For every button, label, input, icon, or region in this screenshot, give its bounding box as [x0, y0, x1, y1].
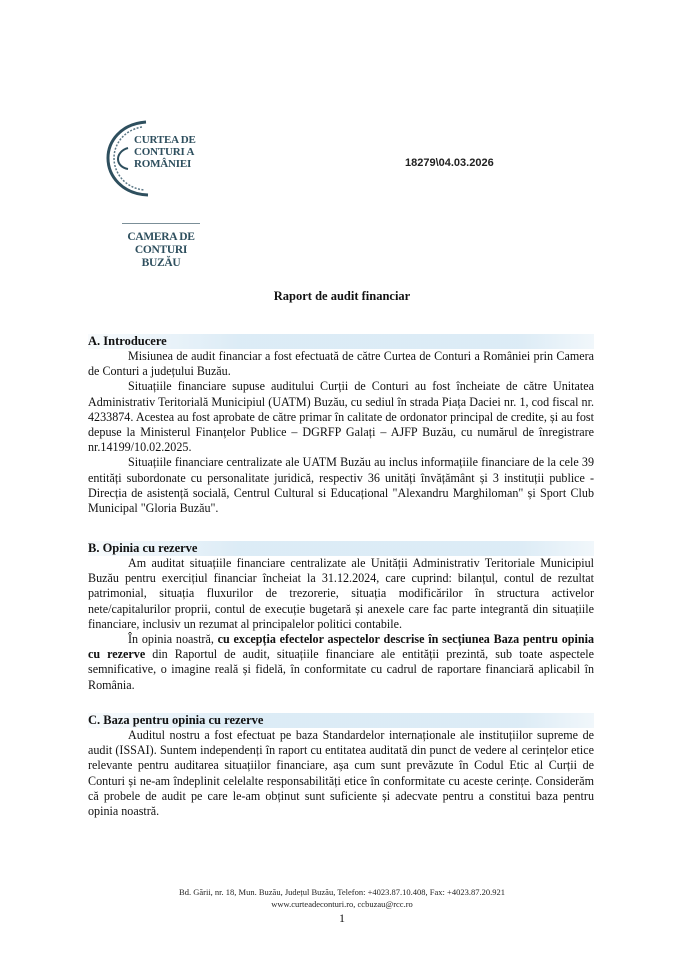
logo-line: CONTURI A — [134, 146, 195, 158]
footer-web: www.curteadeconturi.ro, ccbuzau@rcc.ro — [271, 899, 413, 909]
logo-line: ROMÂNIEI — [134, 158, 192, 170]
paragraph: Auditul nostru a fost efectuat pe baza Standardelor internaționale ale instituțiilor supreme de audit (ISSAI). Suntem independenți în raport cu entitatea auditată din punct de vedere al cerințelor etice relevante pentru auditarea situațiilor financiare, așa cum sunt prevăzute în Codul Etic al Curții de Conturi și ne-am îndeplinit celelalte responsabilități etice în conformitate cu aceste cerințe. Considerăm că probele de audit pe care le-am obținut sunt suficiente și adecvate pentru a constitui baza pentru opinia noastră. — [88, 728, 594, 819]
section-heading: A. Introducere — [88, 334, 594, 349]
camera-line: CAMERA DE CONTURI — [127, 231, 195, 256]
section-introducere — [88, 334, 594, 516]
paragraph: Am auditat situațiile financiare centralizate ale Unității Administrativ Teritoriale Municipiul Buzău pentru exercițiul financiar încheiat la 31.12.2024, care cuprind: bilanțul, contul de rezultat patrimonial, situația fluxurilor de trezorerie, situația modificărilor în structura activelor nete/capitalurilor proprii, contul de execuție bugetară și anexele care fac parte integrantă din situațiile financiare, inclusiv un rezumat al principalelor politici contabile. — [88, 556, 594, 631]
section-baza — [88, 713, 594, 819]
logo-divider — [122, 223, 200, 224]
page-number: 1 — [339, 911, 345, 925]
camera-line: BUZĂU — [141, 257, 181, 269]
opinion-lead: În opinia noastră, — [128, 632, 218, 647]
camera-name — [100, 231, 222, 270]
opinion-bold: cu excepția efectelor aspectelor descrise în secțiunea Baza pentru opinia cu rezerve — [88, 632, 594, 662]
opinion-rest: din Raportul de audit, situațiile financiare ale entității prezintă, sub toate aspectele semnificative, o imagine reală și fidelă, în conformitate cu cadrul de raportare financiară aplicabil în România. — [88, 647, 594, 692]
document-title: Raport de audit financiar — [273, 289, 411, 303]
logo-text — [134, 134, 196, 170]
section-heading: B. Opinia cu rezerve — [88, 541, 594, 556]
paragraph: Misiunea de audit financiar a fost efectuată de către Curtea de Conturi a României prin Camera de Conturi a județului Buzău. — [88, 349, 594, 379]
footer-address: Bd. Gării, nr. 18, Mun. Buzău, Județul Buzău, Telefon: +4023.87.10.408, Fax: +4023.87.20.921 — [179, 887, 505, 897]
logo-line: CURTEA DE — [134, 134, 196, 146]
section-heading: C. Baza pentru opinia cu rezerve — [88, 713, 594, 728]
registration-number: 18279\04.03.2026 — [405, 157, 494, 169]
paragraph: Situațiile financiare supuse auditului Curții de Conturi au fost încheiate de către Unitatea Administrativ Teritorială Municipiul (UATM) Buzău, cu sediul în strada Piața Daciei nr. 1, cod fiscal nr. 4233874. Acestea au fost aprobate de către primar în calitate de ordonator principal de credite, și au fost depuse la Ministerul Finanțelor Publice – DGRFP Galați – AJFP Buzău, cu numărul de înregistrare nr.14199/10.02.2025. — [88, 379, 594, 455]
section-opinia — [88, 541, 594, 693]
paragraph: Situațiile financiare centralizate ale UATM Buzău au inclus informațiile financiare de la cele 39 entități subordonate cu personalitate juridică, respectiv 36 unități învățământ și 3 instituții publice - Direcția de asistență socială, Centrul Cultural si Educațional "Alexandru Marghiloman" și Sport Club Municipal "Gloria Buzău". — [88, 455, 594, 516]
page-footer — [0, 886, 684, 910]
opinion-paragraph — [88, 632, 594, 693]
